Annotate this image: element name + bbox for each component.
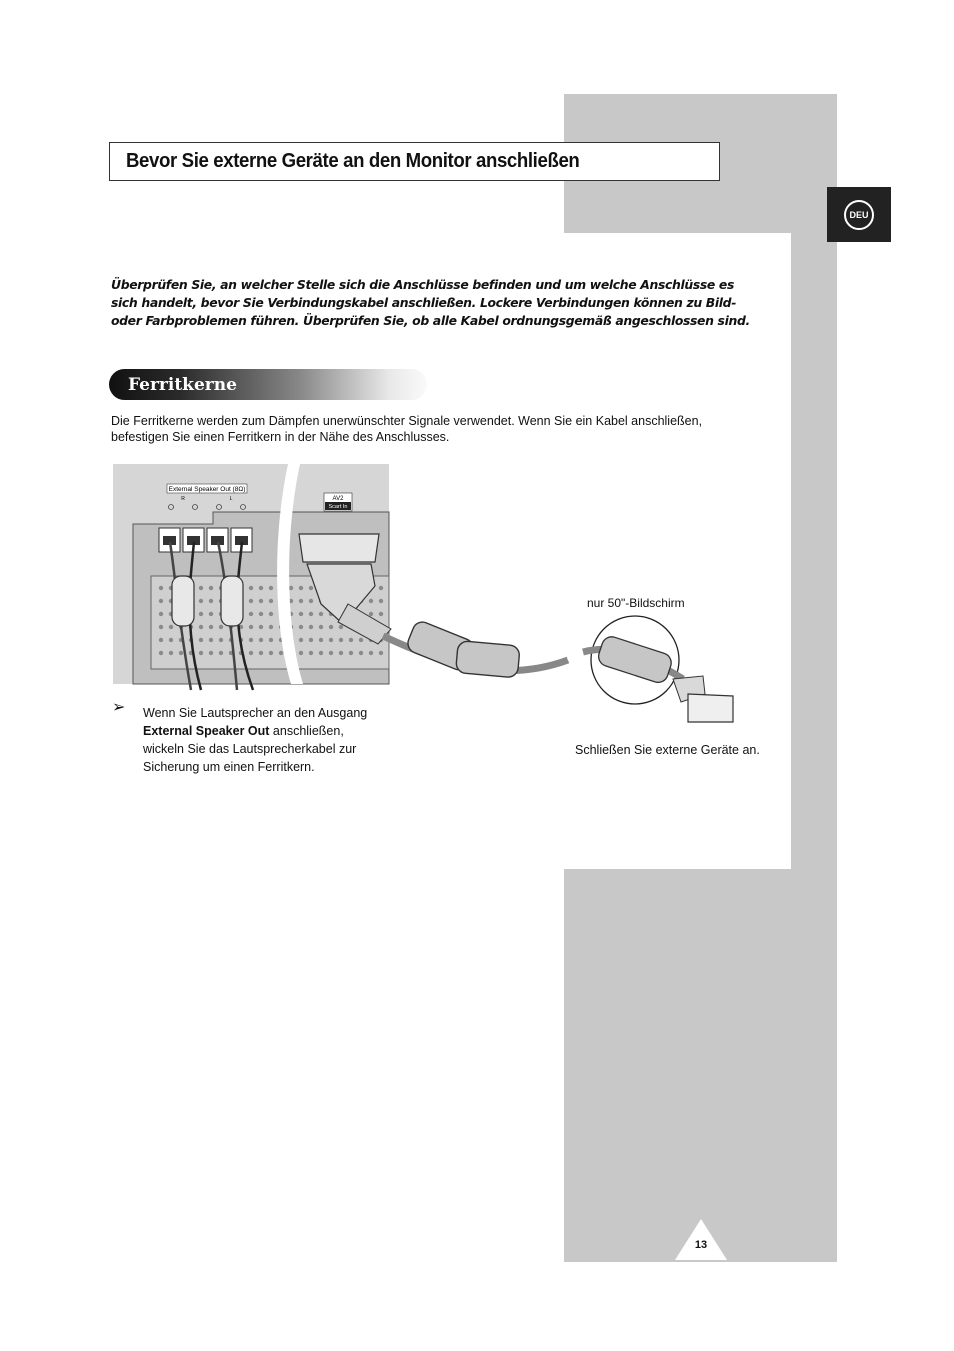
intro-text: Überprüfen Sie, an welcher Stelle sich die Anschlüsse befinden und um welche Anschlüsse es sich handelt, bevor Sie Verbindungskabel anschließen. Lockere Verbindungen können zu Bild- oder Farbproblemen führen. Überprüfen Sie, ob alle Kabel ordnungsgemäß angeschlossen sind. — [111, 277, 750, 328]
ferrite-core-speaker-2 — [221, 576, 243, 626]
av2-label: AV2 — [332, 496, 344, 502]
page-number: 13 — [694, 1239, 708, 1251]
note-bold-term: External Speaker Out — [143, 724, 270, 738]
language-tab — [827, 187, 891, 242]
page-number-marker — [675, 1219, 727, 1260]
page-title: Bevor Sie externe Geräte an den Monitor anschließen — [126, 150, 580, 172]
side-panel-bottom — [564, 869, 837, 1262]
section-header-bar — [109, 369, 427, 400]
scart-socket — [299, 534, 379, 562]
section-heading: Ferritkerne — [128, 374, 237, 395]
scart-in-label: Scart In — [328, 504, 348, 510]
ferrite-core-illustration — [113, 464, 793, 734]
note-line-2: anschließen, — [269, 724, 344, 738]
page-title-box — [109, 142, 720, 181]
note-line-1: Wenn Sie Lautsprecher an den Ausgang — [143, 706, 368, 720]
speaker-note — [143, 704, 393, 776]
connect-caption: Schließen Sie externe Geräte an. — [575, 743, 760, 757]
scart-plug-side — [688, 694, 733, 722]
channel-l-label: L — [229, 496, 233, 502]
note-line-3: wickeln Sie das Lautsprecherkabel zur — [143, 742, 357, 756]
section-body-text: Die Ferritkerne werden zum Dämpfen unerwünschter Signale verwendet. Wenn Sie ein Kabel anschließen, befestigen Sie einen Ferritkern in der Nähe des Anschlusses. — [111, 414, 703, 444]
language-badge: DEU — [844, 200, 874, 230]
note-arrow-icon: ➢ — [112, 697, 126, 716]
ferrite-core-speaker-1 — [172, 576, 194, 626]
size-note-caption: nur 50"-Bildschirm — [587, 596, 685, 610]
speaker-out-label: External Speaker Out (8Ω) — [168, 486, 246, 493]
note-line-4: Sicherung um einen Ferritkern. — [143, 760, 315, 774]
channel-r-label: R — [181, 496, 185, 502]
